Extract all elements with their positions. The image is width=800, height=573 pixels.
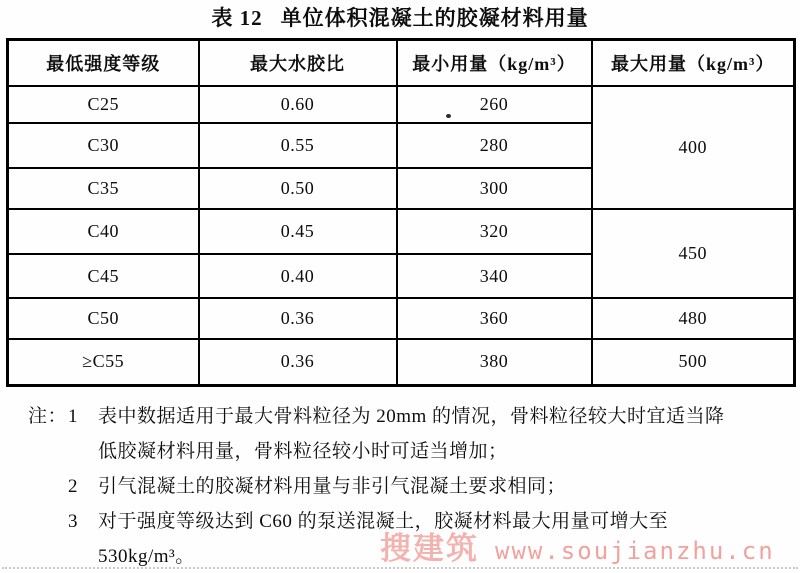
note-line <box>28 469 792 504</box>
table-notes <box>28 399 792 573</box>
min-usage-cell: 360 <box>397 298 592 339</box>
header-strength-grade: 最低强度等级 <box>8 40 199 87</box>
note-text: 表中数据适用于最大骨料粒径为 20mm 的情况，骨料粒径较大时宜适当降 <box>98 406 725 427</box>
table-title <box>0 2 800 32</box>
note-text: 引气混凝土的胶凝材料用量与非引气混凝土要求相同； <box>98 476 567 497</box>
grade-cell: C25 <box>8 86 199 123</box>
ratio-cell: 0.36 <box>199 298 397 339</box>
grade-cell: C30 <box>8 123 199 168</box>
max-usage-cell: 480 <box>592 298 795 339</box>
note-number: 1 <box>68 406 78 427</box>
watermark-brand: 搜建筑 <box>380 531 479 566</box>
grade-cell: ≥C55 <box>8 339 199 385</box>
note-text: 530kg/m³。 <box>98 546 195 567</box>
watermark-url: www.soujianzhu.cn <box>495 537 775 565</box>
min-usage-cell: 260 <box>397 86 592 123</box>
grade-cell: C40 <box>8 209 199 254</box>
table-row <box>8 298 795 339</box>
ratio-cell: 0.36 <box>199 339 397 385</box>
note-number: 2 <box>68 476 78 497</box>
grade-cell: C45 <box>8 254 199 298</box>
cementitious-material-table <box>6 38 796 387</box>
max-usage-cell-merged: 400 <box>592 86 795 209</box>
min-usage-cell: 280 <box>397 123 592 168</box>
note-line <box>28 504 792 539</box>
note-text: 低胶凝材料用量，骨料粒径较小时可适当增加； <box>98 441 508 462</box>
table-row <box>8 209 795 254</box>
note-line <box>28 399 792 434</box>
ratio-cell: 0.45 <box>199 209 397 254</box>
min-usage-cell: 380 <box>397 339 592 385</box>
max-usage-cell: 500 <box>592 339 795 385</box>
grade-cell: C35 <box>8 168 199 209</box>
note-line <box>28 434 792 469</box>
ratio-cell: 0.50 <box>199 168 397 209</box>
page-bottom-dotted-divider <box>2 567 798 569</box>
scan-ink-dot-artifact <box>446 114 451 118</box>
ratio-cell: 0.55 <box>199 123 397 168</box>
notes-label: 注： <box>28 406 68 427</box>
ratio-cell: 0.60 <box>199 86 397 123</box>
min-usage-cell: 300 <box>397 168 592 209</box>
note-number: 3 <box>68 511 78 532</box>
table-number: 表 12 <box>211 6 263 30</box>
ratio-cell: 0.40 <box>199 254 397 298</box>
header-max-usage: 最大用量（kg/m³） <box>592 40 795 87</box>
note-text: 对于强度等级达到 C60 的泵送混凝土，胶凝材料最大用量可增大至 <box>98 511 669 532</box>
table-title-text: 单位体积混凝土的胶凝材料用量 <box>280 6 589 30</box>
header-min-usage: 最小用量（kg/m³） <box>397 40 592 87</box>
max-usage-cell-merged: 450 <box>592 209 795 298</box>
header-water-binder-ratio: 最大水胶比 <box>199 40 397 87</box>
min-usage-cell: 340 <box>397 254 592 298</box>
header-row <box>8 40 795 87</box>
grade-cell: C50 <box>8 298 199 339</box>
min-usage-cell: 320 <box>397 209 592 254</box>
table-row <box>8 339 795 385</box>
table-row <box>8 86 795 123</box>
